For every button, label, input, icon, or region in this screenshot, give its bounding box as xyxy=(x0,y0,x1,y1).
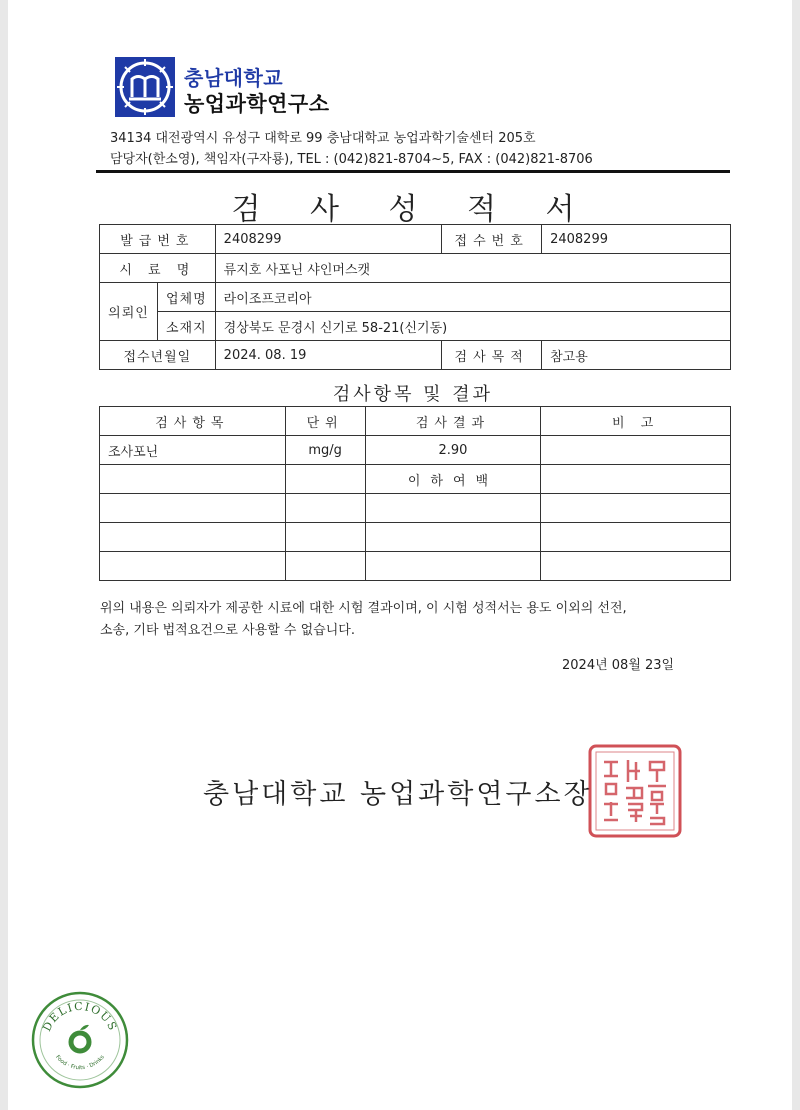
issue-number-label: 발급번호 xyxy=(100,225,216,254)
receipt-number-label: 접수번호 xyxy=(442,225,542,254)
result-item xyxy=(100,552,286,581)
requester-label: 의뢰인 xyxy=(100,283,158,341)
result-unit xyxy=(285,552,365,581)
document-page xyxy=(8,0,792,1110)
badge-tagline-text: Food · Fruits · Drinks xyxy=(54,1054,106,1072)
location-label: 소재지 xyxy=(157,312,215,341)
result-remark xyxy=(541,436,731,465)
institution-name: 충남대학교 xyxy=(184,66,284,90)
info-table xyxy=(99,224,731,370)
results-header-remark: 비 고 xyxy=(541,407,731,436)
table-row xyxy=(100,465,731,494)
result-value: 2.90 xyxy=(365,436,541,465)
purpose-value: 참고용 xyxy=(542,341,731,370)
document-title: 검 사 성 적 서 xyxy=(231,192,595,227)
company-label: 업체명 xyxy=(157,283,215,312)
result-item xyxy=(100,465,286,494)
issue-number-value: 2408299 xyxy=(215,225,442,254)
result-value xyxy=(365,523,541,552)
sample-name-label: 시 료 명 xyxy=(100,254,216,283)
badge-brand-text: DELICIOUS xyxy=(40,999,120,1034)
sample-name-value: 류지호 사포닌 샤인머스캣 xyxy=(215,254,730,283)
institute-address: 34134 대전광역시 유성구 대학로 99 충남대학교 농업과학기술센터 205호 xyxy=(110,131,536,146)
result-remark xyxy=(541,465,731,494)
receipt-number-value: 2408299 xyxy=(542,225,731,254)
disclaimer-line-2: 소송, 기타 법적요건으로 사용할 수 없습니다. xyxy=(100,623,355,638)
table-row xyxy=(100,523,731,552)
result-value xyxy=(365,552,541,581)
results-header-result: 검사결과 xyxy=(365,407,541,436)
official-seal-icon xyxy=(586,742,684,840)
result-item xyxy=(100,494,286,523)
result-remark xyxy=(541,523,731,552)
university-logo-icon xyxy=(115,57,175,117)
table-row xyxy=(100,436,731,465)
result-item: 조사포닌 xyxy=(100,436,286,465)
table-row xyxy=(100,552,731,581)
receipt-date-label: 접수년월일 xyxy=(100,341,216,370)
result-unit xyxy=(285,494,365,523)
result-value xyxy=(365,494,541,523)
result-remark xyxy=(541,552,731,581)
receipt-date-value: 2024. 08. 19 xyxy=(215,341,442,370)
result-unit xyxy=(285,523,365,552)
issue-date: 2024년 08월 23일 xyxy=(562,658,675,673)
location-value: 경상북도 문경시 신기로 58-21(신기동) xyxy=(215,312,730,341)
issuer-signature: 충남대학교 농업과학연구소장 xyxy=(203,779,593,810)
header-divider xyxy=(96,170,730,173)
purpose-label: 검사목적 xyxy=(442,341,542,370)
result-unit: mg/g xyxy=(285,436,365,465)
results-header-item: 검사항목 xyxy=(100,407,286,436)
result-item xyxy=(100,523,286,552)
company-value: 라이조프코리아 xyxy=(215,283,730,312)
result-remark xyxy=(541,494,731,523)
disclaimer-line-1: 위의 내용은 의뢰자가 제공한 시료에 대한 시험 결과이며, 이 시험 성적서는 용도 이외의 선전, xyxy=(100,601,627,616)
results-table xyxy=(99,406,731,581)
delicious-badge-logo xyxy=(30,990,130,1090)
results-section-title: 검사항목 및 결과 xyxy=(332,384,494,405)
institute-name: 농업과학연구소 xyxy=(184,92,330,116)
results-header-unit: 단위 xyxy=(285,407,365,436)
result-unit xyxy=(285,465,365,494)
institute-contact: 담당자(한소영), 책임자(구자룡), TEL : (042)821-8704~5, FAX : (042)821-8706 xyxy=(110,152,593,167)
end-of-list-marker: 이하여백 xyxy=(365,465,541,494)
table-row xyxy=(100,494,731,523)
